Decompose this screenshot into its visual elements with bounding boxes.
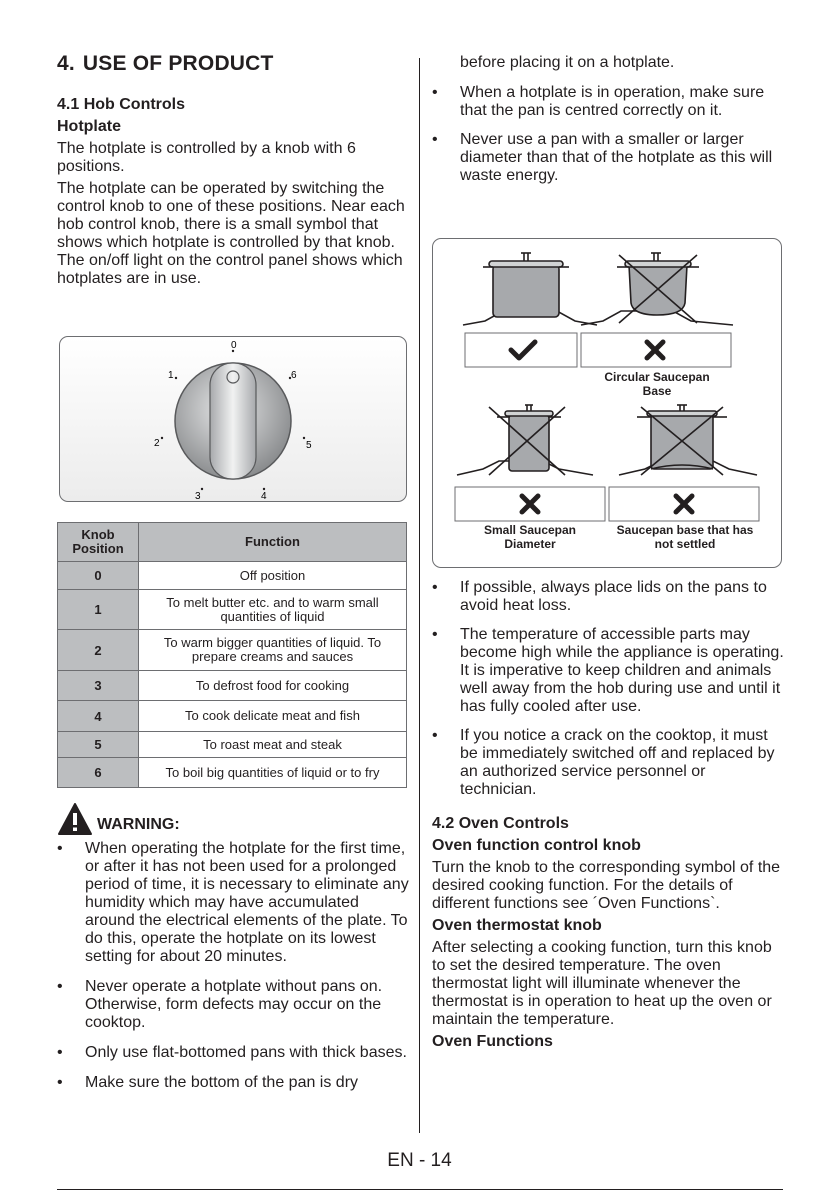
oven-thermostat-text: After selecting a cooking function, turn this knob to set the desired temperature. The oven thermostat light will illuminate whenever the thermostat is in operation to heat up the oven or maintain the temperature. bbox=[432, 939, 772, 1028]
knob-label-6: 6 bbox=[291, 370, 297, 381]
table-row bbox=[58, 671, 407, 701]
safety-list bbox=[432, 579, 784, 799]
list-item: • The temperature of accessible parts may become high while the appliance is operating. It is imperative to keep children and animals well away from the hob during use and until it has fully cooled after use. bbox=[432, 626, 784, 716]
list-item: • When a hotplate is in operation, make sure that the pan is centred correctly on it. bbox=[432, 84, 784, 120]
table-row bbox=[58, 590, 407, 630]
knob-label-4: 4 bbox=[261, 491, 267, 501]
table-cell-position: 2 bbox=[58, 630, 139, 671]
list-item: • Make sure the bottom of the pan is dry bbox=[57, 1074, 409, 1092]
control-knob-icon bbox=[60, 337, 406, 501]
list-item: • When operating the hotplate for the first time, or after it has not been used for a prolonged period of time, it is necessary to eliminate any humidity which may have accumulated around the electrical elements of the plate. To do this, operate the hotplate on its lowest setting for about 20 minutes. bbox=[57, 840, 409, 966]
table-cell-position: 0 bbox=[58, 562, 139, 590]
right-column-top bbox=[432, 54, 784, 196]
hob-controls-heading: 4.1 Hob Controls bbox=[57, 96, 186, 113]
oven-function-heading: Oven function control knob bbox=[432, 837, 641, 854]
knob-function-table bbox=[57, 522, 407, 788]
column-divider bbox=[419, 58, 420, 1133]
table-header-position: Knob Position bbox=[58, 523, 139, 562]
table-cell-function: To melt butter etc. and to warm small quantities of liquid bbox=[139, 590, 407, 630]
knob-illustration bbox=[59, 336, 407, 502]
warning-heading: WARNING: bbox=[57, 802, 409, 836]
table-cell-function: Off position bbox=[139, 562, 407, 590]
list-item: • Never use a pan with a smaller or larger diameter than that of the hotplate as this will waste energy. bbox=[432, 131, 784, 185]
list-item: • If possible, always place lids on the pans to avoid heat loss. bbox=[432, 579, 784, 615]
table-row bbox=[58, 562, 407, 590]
label-base-not-settled: Saucepan base that has not settled bbox=[616, 523, 754, 551]
table-row bbox=[58, 732, 407, 758]
footer-rule bbox=[57, 1189, 783, 1190]
list-item: • Never operate a hotplate without pans on. Otherwise, form defects may occur on the cooktop. bbox=[57, 978, 409, 1032]
oven-controls-heading: 4.2 Oven Controls bbox=[432, 815, 569, 832]
list-item: • Only use flat-bottomed pans with thick bases. bbox=[57, 1044, 409, 1062]
oven-thermostat-heading: Oven thermostat knob bbox=[432, 917, 602, 934]
right-column-bottom bbox=[432, 579, 784, 1051]
table-header-function: Function bbox=[139, 523, 407, 562]
continuation-text: before placing it on a hotplate. bbox=[460, 54, 675, 71]
table-row bbox=[58, 630, 407, 671]
table-cell-function: To boil big quantities of liquid or to fry bbox=[139, 758, 407, 788]
hotplate-paragraph-1: The hotplate is controlled by a knob with 6 positions. bbox=[57, 140, 356, 175]
knob-label-5: 5 bbox=[306, 440, 312, 451]
page-number: EN - 14 bbox=[387, 1150, 452, 1171]
knob-label-3: 3 bbox=[195, 491, 201, 501]
table-cell-position: 1 bbox=[58, 590, 139, 630]
pan-tips-list bbox=[432, 84, 784, 185]
warning-triangle-icon bbox=[57, 802, 93, 836]
table-row bbox=[58, 701, 407, 732]
table-cell-position: 4 bbox=[58, 701, 139, 732]
label-circular-saucepan: Circular Saucepan Base bbox=[604, 370, 710, 398]
knob-label-1: 1 bbox=[168, 370, 174, 381]
knob-label-0: 0 bbox=[231, 340, 237, 351]
warning-list bbox=[57, 840, 409, 1092]
table-cell-function: To cook delicate meat and fish bbox=[139, 701, 407, 732]
table-cell-function: To warm bigger quantities of liquid. To prepare creams and sauces bbox=[139, 630, 407, 671]
warning-section bbox=[57, 802, 409, 1103]
oven-functions-heading: Oven Functions bbox=[432, 1033, 553, 1050]
knob-label-2: 2 bbox=[154, 438, 160, 449]
list-item: • If you notice a crack on the cooktop, it must be immediately switched off and replaced by an authorized service personnel or technician. bbox=[432, 727, 784, 799]
table-cell-function: To defrost food for cooking bbox=[139, 671, 407, 701]
left-column bbox=[57, 50, 409, 288]
table-cell-position: 6 bbox=[58, 758, 139, 788]
hotplate-paragraph-2: The hotplate can be operated by switching the control knob to one of these positions. Near each hob control knob, there is a small symbol that shows which hotplate is controlled by that knob. The on/off light on the control panel shows which hotplates are in use. bbox=[57, 180, 405, 287]
label-small-saucepan: Small Saucepan Diameter bbox=[483, 523, 577, 551]
saucepan-diagram-icon bbox=[433, 239, 781, 567]
oven-function-text: Turn the knob to the corresponding symbol of the desired cooking function. For the details of different functions see ´Oven Functions`. bbox=[432, 859, 781, 912]
table-cell-position: 3 bbox=[58, 671, 139, 701]
table-cell-function: To roast meat and steak bbox=[139, 732, 407, 758]
section-title: 4. USE OF PRODUCT bbox=[57, 52, 274, 75]
table-row bbox=[58, 758, 407, 788]
hotplate-heading: Hotplate bbox=[57, 118, 121, 135]
saucepan-illustration bbox=[432, 238, 782, 568]
table-cell-position: 5 bbox=[58, 732, 139, 758]
